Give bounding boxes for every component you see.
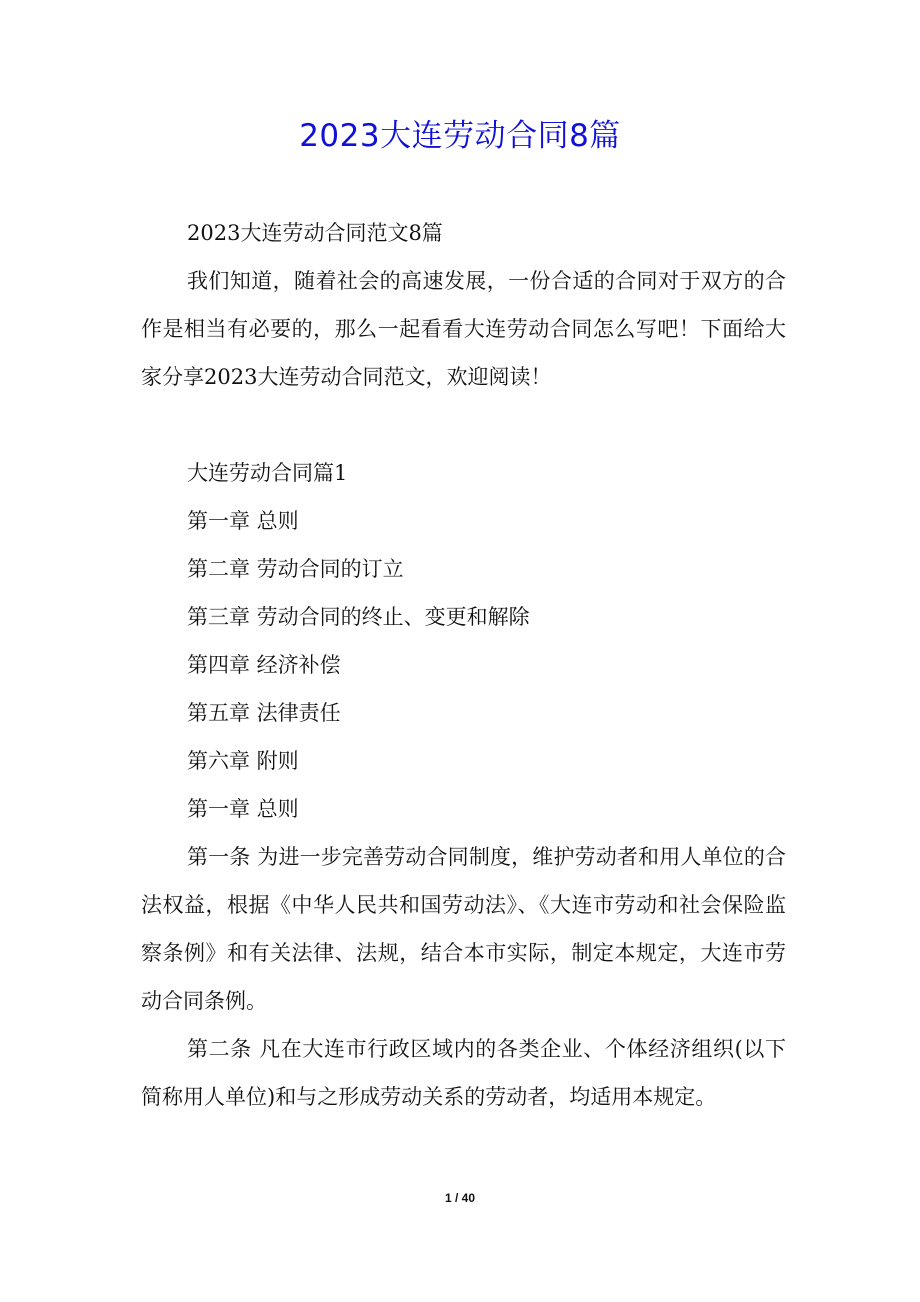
section-heading: 大连劳动合同篇1: [187, 461, 348, 485]
intro-paragraph: 我们知道，随着社会的高速发展，一份合适的合同对于双方的合作是相当有必要的，那么一起看看大连劳动合同怎么写吧！下面给大家分享2023大连劳动合同范文，欢迎阅读！: [141, 269, 786, 389]
document-body: [141, 209, 786, 1121]
chapter-heading: 第一章 总则: [187, 797, 299, 821]
chapter-list-item: 第二章 劳动合同的订立: [187, 557, 404, 581]
chapter-list-item: 第三章 劳动合同的终止、变更和解除: [187, 605, 530, 629]
chapter-list-item: 第五章 法律责任: [187, 701, 341, 725]
chapter-list-item: 第四章 经济补偿: [187, 653, 341, 677]
article-paragraph: 第一条 为进一步完善劳动合同制度，维护劳动者和用人单位的合法权益，根据《中华人民共和国劳动法》、《大连市劳动和社会保险监察条例》和有关法律、法规，结合本市实际，制定本规定，大连市劳动合同条例。: [141, 845, 786, 1013]
chapter-list-item: 第一章 总则: [187, 509, 299, 533]
chapter-list-item: 第六章 附则: [187, 749, 299, 773]
subtitle-paragraph: 2023大连劳动合同范文8篇: [187, 221, 443, 245]
document-title: 2023大连劳动合同8篇: [299, 118, 621, 154]
page-number: 1 / 40: [444, 1191, 476, 1205]
article-paragraph: 第二条 凡在大连市行政区域内的各类企业、个体经济组织(以下简称用人单位)和与之形成劳动关系的劳动者，均适用本规定。: [141, 1037, 786, 1109]
